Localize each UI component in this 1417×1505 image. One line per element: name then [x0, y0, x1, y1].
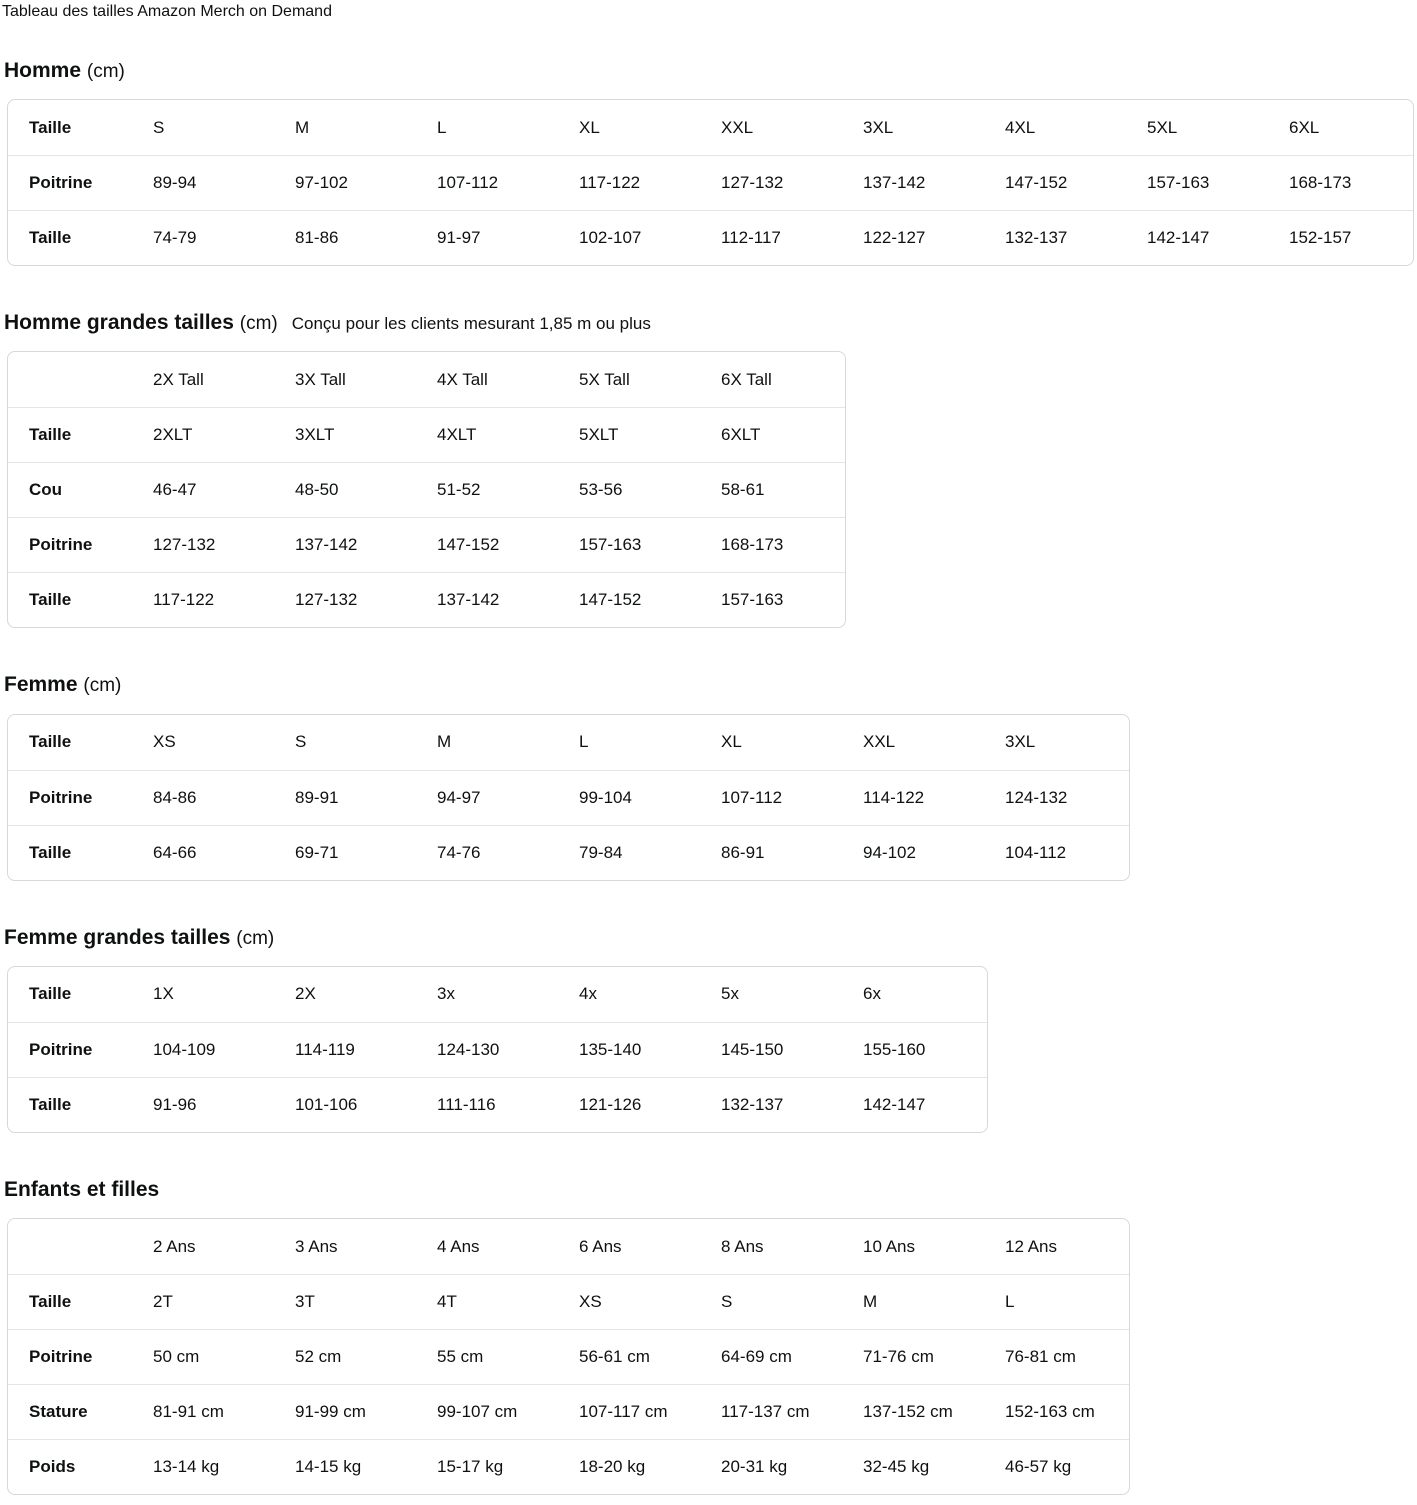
value-cell: 104-112	[987, 825, 1129, 880]
value-cell: 58-61	[703, 462, 845, 517]
value-cell: 74-79	[135, 210, 277, 265]
column-header-cell: 6X Tall	[721, 369, 772, 389]
value-cell: 51-52	[419, 462, 561, 517]
column-header-cell: XL	[579, 117, 600, 137]
section-homme	[4, 58, 1410, 266]
value-cell: 3XLT	[277, 407, 419, 462]
value-cell: 55 cm	[419, 1329, 561, 1384]
section-heading-text: Femme	[4, 673, 78, 697]
value-cell: 102-107	[561, 210, 703, 265]
value-cell: 13-14 kg	[135, 1439, 277, 1494]
table-header-row	[8, 715, 1129, 770]
size-table-homme	[7, 99, 1410, 266]
column-header-cell: 4x	[579, 984, 597, 1004]
value-cell: 142-147	[845, 1077, 987, 1132]
value-cell: 6XLT	[703, 407, 845, 462]
section-homme-grandes-tailles	[4, 310, 1410, 628]
section-heading-unit: (cm)	[86, 60, 125, 82]
value-cell: 157-163	[561, 517, 703, 572]
value-cell: 2T	[135, 1274, 277, 1329]
value-cell: 69-71	[277, 825, 419, 880]
value-cell: 135-140	[561, 1022, 703, 1077]
table-header-row	[8, 1219, 1129, 1274]
column-header-cell: 4 Ans	[437, 1236, 480, 1256]
value-cell: 15-17 kg	[419, 1439, 561, 1494]
value-cell: 137-142	[419, 572, 561, 627]
row-label: Taille	[29, 117, 72, 137]
column-header-cell: S	[153, 117, 165, 137]
value-cell: 132-137	[987, 210, 1129, 265]
value-cell: 122-127	[845, 210, 987, 265]
size-table	[7, 1218, 1130, 1495]
value-cell: 79-84	[561, 825, 703, 880]
column-header-cell: XL	[721, 732, 742, 752]
value-cell: 117-122	[561, 155, 703, 210]
value-cell: 2XLT	[135, 407, 277, 462]
value-cell: 91-97	[419, 210, 561, 265]
table-row	[8, 517, 845, 572]
table-row	[8, 210, 1413, 265]
section-heading-unit: (cm)	[239, 313, 278, 335]
value-cell: 152-163 cm	[987, 1384, 1129, 1439]
column-header-cell: 12 Ans	[1005, 1236, 1057, 1256]
column-header-cell: XXL	[721, 117, 754, 137]
value-cell: 84-86	[135, 770, 277, 825]
value-cell: 56-61 cm	[561, 1329, 703, 1384]
section-heading-text: Homme	[4, 58, 82, 82]
value-cell: 124-130	[419, 1022, 561, 1077]
value-cell: 89-91	[277, 770, 419, 825]
column-header-cell: 6XL	[1289, 117, 1320, 137]
row-label: Taille	[8, 825, 135, 880]
value-cell: 157-163	[1129, 155, 1271, 210]
value-cell: 157-163	[703, 572, 845, 627]
row-label: Taille	[29, 984, 72, 1004]
value-cell: 152-157	[1271, 210, 1413, 265]
row-label: Poitrine	[8, 517, 135, 572]
value-cell: 114-122	[845, 770, 987, 825]
row-label	[8, 352, 135, 407]
column-header-cell: S	[295, 732, 307, 752]
row-label: Poids	[8, 1439, 135, 1494]
value-cell: 99-104	[561, 770, 703, 825]
value-cell: 14-15 kg	[277, 1439, 419, 1494]
value-cell: 107-117 cm	[561, 1384, 703, 1439]
section-femme-grandes-tailles	[4, 925, 1410, 1133]
size-table	[7, 99, 1414, 266]
value-cell: 81-86	[277, 210, 419, 265]
value-cell: 112-117	[703, 210, 845, 265]
value-cell: XS	[561, 1274, 703, 1329]
value-cell: 32-45 kg	[845, 1439, 987, 1494]
size-table	[7, 351, 846, 628]
column-header-cell: 1X	[153, 984, 174, 1004]
value-cell: 168-173	[703, 517, 845, 572]
value-cell: 168-173	[1271, 155, 1413, 210]
value-cell: 64-66	[135, 825, 277, 880]
value-cell: 101-106	[277, 1077, 419, 1132]
page-title: Tableau des tailles Amazon Merch on Demand	[2, 3, 332, 20]
column-header-cell: 3 Ans	[295, 1236, 338, 1256]
row-label: Taille	[8, 407, 135, 462]
column-header-cell: L	[579, 732, 589, 752]
value-cell: 91-99 cm	[277, 1384, 419, 1439]
value-cell: 111-116	[419, 1077, 561, 1132]
value-cell: 46-47	[135, 462, 277, 517]
value-cell: 89-94	[135, 155, 277, 210]
value-cell: 147-152	[561, 572, 703, 627]
column-header-cell: 2 Ans	[153, 1236, 196, 1256]
section-heading-homme-grandes-tailles	[4, 310, 1410, 336]
section-heading-text: Homme grandes tailles	[4, 311, 234, 335]
column-header-cell: 4XL	[1005, 117, 1036, 137]
size-table	[7, 714, 1130, 881]
value-cell: 137-152 cm	[845, 1384, 987, 1439]
table-header-row	[8, 967, 987, 1022]
value-cell: 142-147	[1129, 210, 1271, 265]
column-header-cell: 8 Ans	[721, 1236, 764, 1256]
table-row	[8, 1022, 987, 1077]
value-cell: 121-126	[561, 1077, 703, 1132]
section-femme	[4, 672, 1410, 880]
value-cell: 107-112	[703, 770, 845, 825]
table-row	[8, 1329, 1129, 1384]
table-row	[8, 572, 845, 627]
value-cell: 145-150	[703, 1022, 845, 1077]
size-table	[7, 966, 988, 1133]
section-heading-femme	[4, 672, 1410, 698]
value-cell: 127-132	[277, 572, 419, 627]
table-row	[8, 1274, 1129, 1329]
value-cell: 81-91 cm	[135, 1384, 277, 1439]
size-table-femme-grandes-tailles	[7, 966, 1410, 1133]
table-row	[8, 462, 845, 517]
size-table-femme	[7, 714, 1410, 881]
table-row	[8, 155, 1413, 210]
table-row	[8, 1439, 1129, 1494]
row-label: Poitrine	[8, 1329, 135, 1384]
column-header-cell: 3x	[437, 984, 455, 1004]
column-header-cell: 3X Tall	[295, 369, 346, 389]
column-header-cell: 5X Tall	[579, 369, 630, 389]
value-cell: 74-76	[419, 825, 561, 880]
size-table-enfants-et-filles	[7, 1218, 1410, 1495]
value-cell: 3T	[277, 1274, 419, 1329]
value-cell: S	[703, 1274, 845, 1329]
value-cell: 155-160	[845, 1022, 987, 1077]
value-cell: 107-112	[419, 155, 561, 210]
value-cell: 46-57 kg	[987, 1439, 1129, 1494]
value-cell: 76-81 cm	[987, 1329, 1129, 1384]
value-cell: 50 cm	[135, 1329, 277, 1384]
row-label: Taille	[8, 1077, 135, 1132]
value-cell: 147-152	[987, 155, 1129, 210]
value-cell: 94-102	[845, 825, 987, 880]
section-heading-enfants-et-filles	[4, 1177, 1410, 1203]
value-cell: 127-132	[135, 517, 277, 572]
column-header-cell: M	[437, 732, 452, 752]
column-header-cell: 5XL	[1147, 117, 1178, 137]
column-header-cell: 5x	[721, 984, 739, 1004]
column-header-cell: 10 Ans	[863, 1236, 915, 1256]
row-label: Taille	[8, 1274, 135, 1329]
value-cell: 127-132	[703, 155, 845, 210]
value-cell: 5XLT	[561, 407, 703, 462]
row-label: Cou	[8, 462, 135, 517]
value-cell: 4T	[419, 1274, 561, 1329]
row-label: Poitrine	[8, 155, 135, 210]
value-cell: 97-102	[277, 155, 419, 210]
value-cell: 48-50	[277, 462, 419, 517]
column-header-cell: 6x	[863, 984, 881, 1004]
value-cell: 137-142	[845, 155, 987, 210]
column-header-cell: 3XL	[1005, 732, 1036, 752]
section-heading-femme-grandes-tailles	[4, 925, 1410, 951]
value-cell: 99-107 cm	[419, 1384, 561, 1439]
value-cell: 137-142	[277, 517, 419, 572]
column-header-cell: M	[295, 117, 310, 137]
section-heading-homme	[4, 58, 1410, 84]
value-cell: 114-119	[277, 1022, 419, 1077]
row-label: Stature	[8, 1384, 135, 1439]
value-cell: 18-20 kg	[561, 1439, 703, 1494]
row-label: Taille	[8, 210, 135, 265]
value-cell: L	[987, 1274, 1129, 1329]
value-cell: M	[845, 1274, 987, 1329]
row-label: Poitrine	[8, 770, 135, 825]
row-label: Poitrine	[8, 1022, 135, 1077]
column-header-cell: XS	[153, 732, 176, 752]
value-cell: 104-109	[135, 1022, 277, 1077]
value-cell: 4XLT	[419, 407, 561, 462]
value-cell: 147-152	[419, 517, 561, 572]
value-cell: 117-122	[135, 572, 277, 627]
value-cell: 52 cm	[277, 1329, 419, 1384]
table-row	[8, 770, 1129, 825]
value-cell: 94-97	[419, 770, 561, 825]
column-header-cell: 2X	[295, 984, 316, 1004]
table-row	[8, 407, 845, 462]
value-cell: 53-56	[561, 462, 703, 517]
column-header-cell: 6 Ans	[579, 1236, 622, 1256]
column-header-cell: XXL	[863, 732, 896, 752]
section-heading-text: Enfants et filles	[4, 1177, 160, 1201]
row-label	[8, 1219, 135, 1274]
value-cell: 86-91	[703, 825, 845, 880]
section-enfants-et-filles	[4, 1177, 1410, 1495]
table-header-row	[8, 100, 1413, 155]
section-heading-unit: (cm)	[236, 927, 275, 949]
value-cell: 91-96	[135, 1077, 277, 1132]
value-cell: 117-137 cm	[703, 1384, 845, 1439]
table-row	[8, 1384, 1129, 1439]
table-row	[8, 825, 1129, 880]
value-cell: 132-137	[703, 1077, 845, 1132]
row-label: Taille	[29, 732, 72, 752]
column-header-cell: 3XL	[863, 117, 894, 137]
table-header-row	[8, 352, 845, 407]
section-heading-note: Conçu pour les clients mesurant 1,85 m ou plus	[291, 314, 651, 334]
section-heading-text: Femme grandes tailles	[4, 925, 231, 949]
column-header-cell: 2X Tall	[153, 369, 204, 389]
section-heading-unit: (cm)	[83, 675, 122, 697]
value-cell: 124-132	[987, 770, 1129, 825]
value-cell: 71-76 cm	[845, 1329, 987, 1384]
table-row	[8, 1077, 987, 1132]
size-table-homme-grandes-tailles	[7, 351, 1410, 628]
column-header-cell: L	[437, 117, 447, 137]
row-label: Taille	[8, 572, 135, 627]
value-cell: 64-69 cm	[703, 1329, 845, 1384]
value-cell: 20-31 kg	[703, 1439, 845, 1494]
column-header-cell: 4X Tall	[437, 369, 488, 389]
